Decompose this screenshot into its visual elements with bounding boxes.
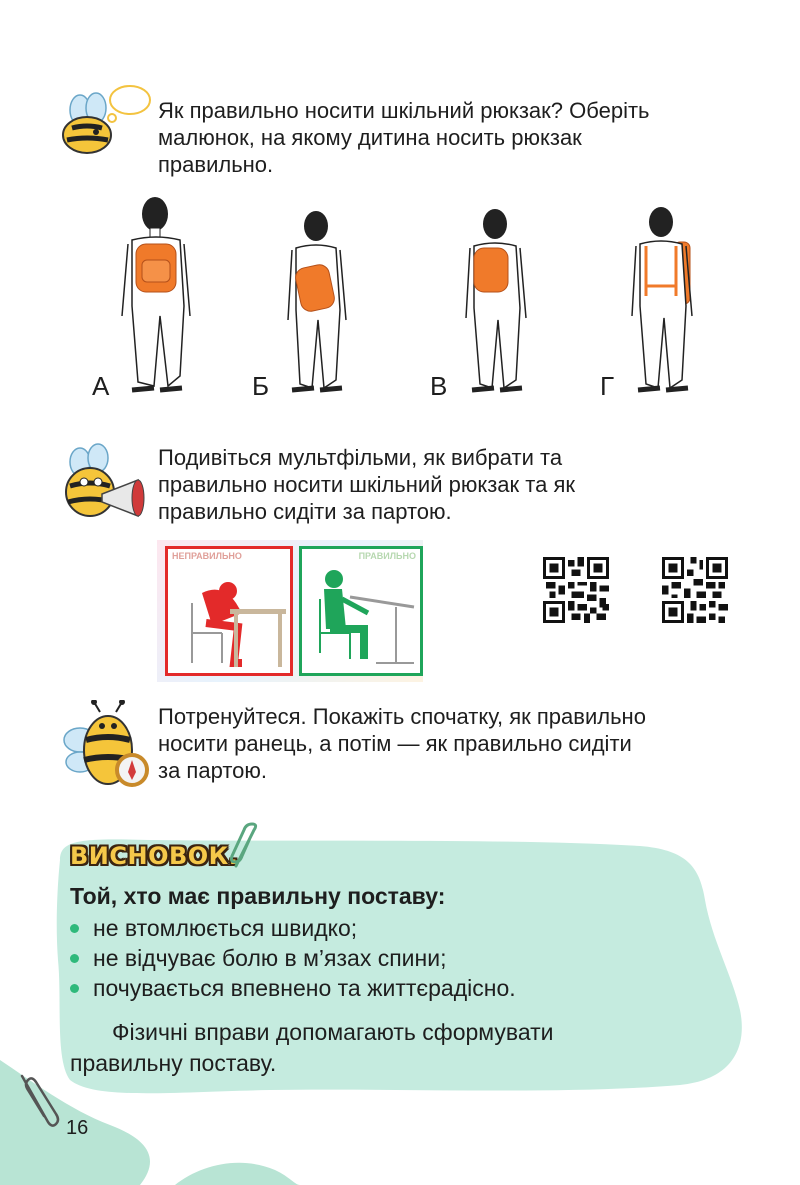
task2-text-line1: Подивіться мультфільми, як вибрати та: [158, 445, 563, 470]
bullet-dot-icon: [70, 924, 79, 933]
bottom-wave: [175, 1163, 300, 1185]
list-item: [70, 913, 710, 943]
task1-text-line1: Як правильно носити шкільний рюкзак? Оберіть: [158, 98, 650, 123]
task2-text-line3: правильно сидіти за партою.: [158, 499, 452, 524]
bullet-text: не відчуває болю в м’язах спини;: [93, 944, 447, 971]
page-number: 16: [66, 1117, 89, 1139]
right-label: ПРАВИЛЬНО: [358, 551, 416, 561]
corner-paperclip-icon: [18, 1070, 62, 1130]
conclusion-bullet-list: [70, 913, 710, 1003]
figure-option-a: [118, 196, 198, 401]
bee-thinking-icon: [52, 80, 152, 160]
option-v-letter: В: [430, 371, 448, 401]
wrong-posture-panel: [165, 546, 293, 676]
conclusion-title: Той, хто має правильну поставу:: [70, 883, 446, 909]
right-posture-figure: [306, 563, 420, 673]
qr-code-backpack-icon[interactable]: [543, 557, 609, 623]
bee-compass-icon: [60, 700, 156, 790]
list-item: [70, 973, 710, 1003]
task1-text-line2: малюнок, на якому дитина носить рюкзак: [158, 125, 582, 150]
bullet-text: не втомлюється швидко;: [93, 914, 358, 941]
option-b-letter: Б: [252, 371, 270, 401]
option-g-letter: Г: [600, 371, 615, 401]
wrong-label: НЕПРАВИЛЬНО: [172, 551, 242, 561]
figure-option-g: [628, 206, 698, 400]
paragraph-line2: правильну поставу.: [70, 1050, 277, 1076]
figure-option-v: [462, 208, 532, 400]
bullet-dot-icon: [70, 954, 79, 963]
task1-text-line3: правильно.: [158, 152, 274, 177]
right-posture-panel: [299, 546, 423, 676]
paperclip-icon: [226, 822, 262, 870]
list-item: [70, 943, 710, 973]
paragraph-line1: Фізичні вправи допомагають сформувати: [112, 1019, 554, 1045]
conclusion-paragraph: [70, 1017, 710, 1079]
posture-comparison-image: [157, 540, 423, 682]
figure-option-b: [284, 210, 354, 400]
task2-text-line2: правильно носити шкільний рюкзак та як: [158, 472, 575, 497]
bullet-text: почувається впевнено та життєрадісно.: [93, 974, 516, 1001]
bullet-dot-icon: [70, 984, 79, 993]
task3-text-line2: носити ранець, а потім — як правильно сидіти: [158, 731, 632, 756]
task3-text-line3: за партою.: [158, 758, 268, 783]
wrong-posture-figure: [172, 563, 290, 673]
option-a-letter: А: [92, 371, 110, 401]
qr-code-posture-icon[interactable]: [662, 557, 728, 623]
task3-text-line1: Потренуйтеся. Покажіть спочатку, як правильно: [158, 704, 646, 729]
bee-megaphone-icon: [58, 442, 154, 526]
conclusion-heading: ВИСНОВОК.: [70, 842, 239, 870]
